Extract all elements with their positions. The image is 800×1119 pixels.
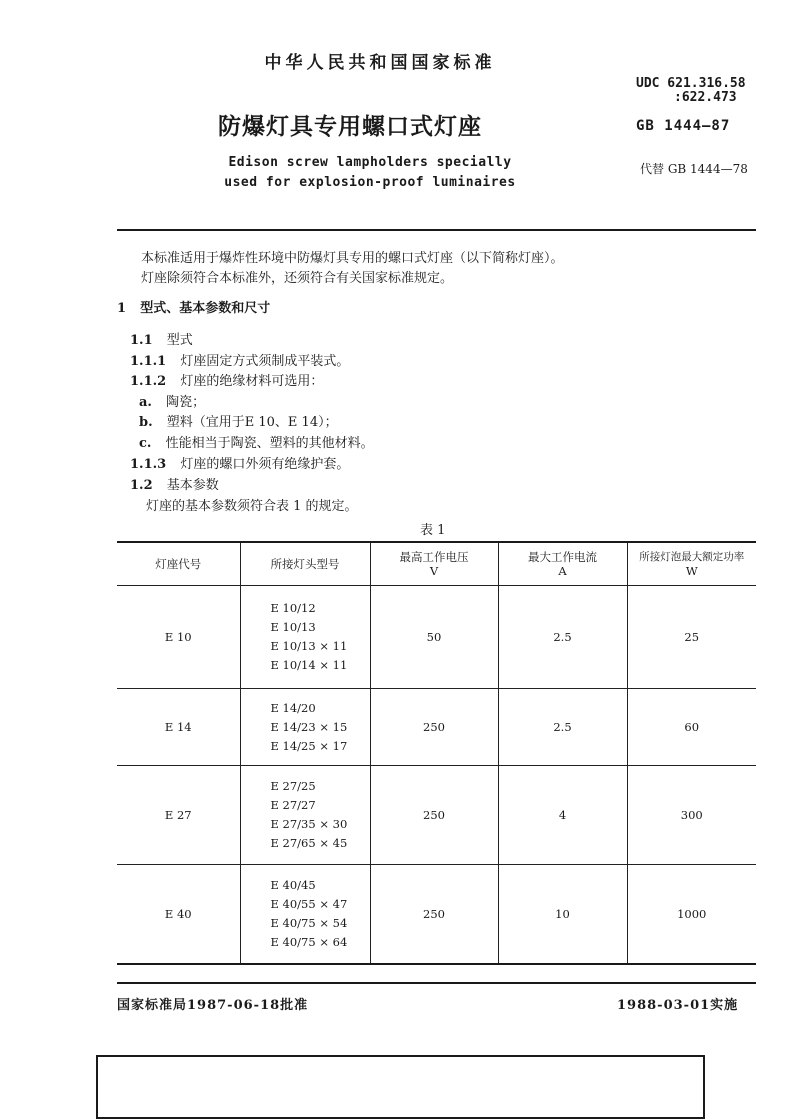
clause-1-1-1 <box>130 353 349 370</box>
clause-1-2 <box>130 477 219 494</box>
clause-text: 灯座的螺口外须有绝缘护套。 <box>180 457 350 472</box>
document-title-en <box>150 153 590 193</box>
cap-type: E 27/27 <box>270 798 316 812</box>
list-label: a. <box>139 395 152 410</box>
header-unit: A <box>558 564 567 578</box>
list-item-b <box>139 414 338 431</box>
cell-holder-code: E 14 <box>117 689 240 766</box>
header-label: 所接灯泡最大额定功率 <box>639 551 745 563</box>
clause-number: 1.1.3 <box>130 457 167 472</box>
header-cap-type: 所接灯头型号 <box>240 542 370 586</box>
list-text: 陶瓷； <box>166 395 206 410</box>
supersedes-note: 代替 GB 1444—78 <box>640 162 748 176</box>
cap-type: E 40/75 × 64 <box>270 935 348 949</box>
approval-date: 国家标准局1987-06-18批准 <box>117 998 309 1013</box>
list-text: 性能相当于陶瓷、塑料的其他材料。 <box>165 436 374 451</box>
table-row <box>117 766 756 865</box>
cap-type: E 27/35 × 30 <box>270 817 348 831</box>
clause-number: 1.1.2 <box>130 374 167 389</box>
list-item-a <box>139 394 205 411</box>
cell-power: 300 <box>627 766 756 865</box>
cell-power: 1000 <box>627 865 756 965</box>
cap-type: E 27/25 <box>270 779 316 793</box>
clause-number: 1.1.1 <box>130 354 167 369</box>
cell-voltage: 50 <box>370 586 498 689</box>
cell-current: 10 <box>498 865 627 965</box>
list-text: 塑料（宜用于E 10、E 14）； <box>166 415 338 430</box>
cell-holder-code: E 10 <box>117 586 240 689</box>
bottom-frame <box>96 1055 705 1119</box>
udc-line-2: :622.473 <box>674 90 737 105</box>
cap-type: E 10/13 <box>270 620 316 634</box>
clause-text: 灯座的绝缘材料可选用： <box>180 374 324 389</box>
cell-holder-code: E 27 <box>117 766 240 865</box>
header-label: 最大工作电流 <box>528 550 597 564</box>
udc-number <box>636 77 746 105</box>
cell-cap-types <box>240 586 370 689</box>
cell-current: 4 <box>498 766 627 865</box>
section-title: 型式、基本参数和尺寸 <box>140 301 271 316</box>
cell-voltage: 250 <box>370 689 498 766</box>
cap-type: E 10/12 <box>270 601 316 615</box>
intro-paragraph-2: 灯座除须符合本标准外，还须符合有关国家标准规定。 <box>141 271 454 286</box>
clause-text: 基本参数 <box>166 478 219 493</box>
cap-type: E 40/75 × 54 <box>270 916 348 930</box>
cell-power: 60 <box>627 689 756 766</box>
document-title-cn: 防爆灯具专用螺口式灯座 <box>218 113 482 140</box>
header-unit: V <box>429 564 439 578</box>
table-row <box>117 689 756 766</box>
cell-voltage: 250 <box>370 766 498 865</box>
table-caption: 表 1 <box>420 523 446 538</box>
standard-name: 中华人民共和国国家标准 <box>264 53 496 73</box>
cell-cap-types <box>240 865 370 965</box>
table-1 <box>117 541 756 965</box>
cap-type: E 27/65 × 45 <box>270 836 348 850</box>
clause-text: 灯座固定方式须制成平装式。 <box>180 354 350 369</box>
cap-type: E 40/45 <box>270 878 316 892</box>
intro-paragraph-1: 本标准适用于爆炸性环境中防爆灯具专用的螺口式灯座（以下简称灯座）。 <box>141 251 564 266</box>
clause-1-1-3 <box>130 456 349 473</box>
header-label: 最高工作电压 <box>399 550 469 564</box>
cap-type: E 14/23 × 15 <box>270 719 348 734</box>
effective-date: 1988-03-01实施 <box>617 998 739 1013</box>
header-holder-code: 灯座代号 <box>117 542 240 586</box>
cell-current: 2.5 <box>498 689 627 766</box>
footer-rule <box>117 982 756 984</box>
header-unit: W <box>685 564 698 578</box>
section-1-heading <box>117 300 270 317</box>
cap-type: E 10/13 × 11 <box>270 639 348 653</box>
list-item-c <box>139 435 374 452</box>
cell-voltage: 250 <box>370 865 498 965</box>
clause-1-2-text: 灯座的基本参数须符合表 1 的规定。 <box>146 499 358 514</box>
table-row <box>117 865 756 965</box>
list-label: b. <box>139 415 153 430</box>
udc-line-1: UDC 621.316.58 <box>636 76 746 91</box>
cell-power: 25 <box>627 586 756 689</box>
clause-1-1-2 <box>130 373 323 390</box>
cap-type: E 10/14 × 11 <box>270 658 348 672</box>
cap-type: E 14/25 × 17 <box>270 738 348 753</box>
cell-cap-types <box>240 689 370 766</box>
clause-number: 1.2 <box>130 478 153 493</box>
header-max-voltage <box>370 542 498 586</box>
title-en-line-1: Edison screw lampholders specially <box>228 155 512 170</box>
cell-current: 2.5 <box>498 586 627 689</box>
list-label: c. <box>139 436 152 451</box>
header-max-current <box>498 542 627 586</box>
clause-number: 1.1 <box>130 333 153 348</box>
cell-holder-code: E 40 <box>117 865 240 965</box>
clause-text: 型式 <box>166 333 193 348</box>
section-number: 1 <box>117 301 127 316</box>
header-rule <box>117 229 756 231</box>
clause-1-1 <box>130 332 193 349</box>
gb-code: GB 1444—87 <box>636 118 731 134</box>
cell-cap-types <box>240 766 370 865</box>
cap-type: E 14/20 <box>270 700 316 715</box>
header-max-power <box>627 542 756 586</box>
table-row <box>117 586 756 689</box>
title-en-line-2: used for explosion-proof luminaires <box>224 175 516 190</box>
cap-type: E 40/55 × 47 <box>270 897 348 911</box>
